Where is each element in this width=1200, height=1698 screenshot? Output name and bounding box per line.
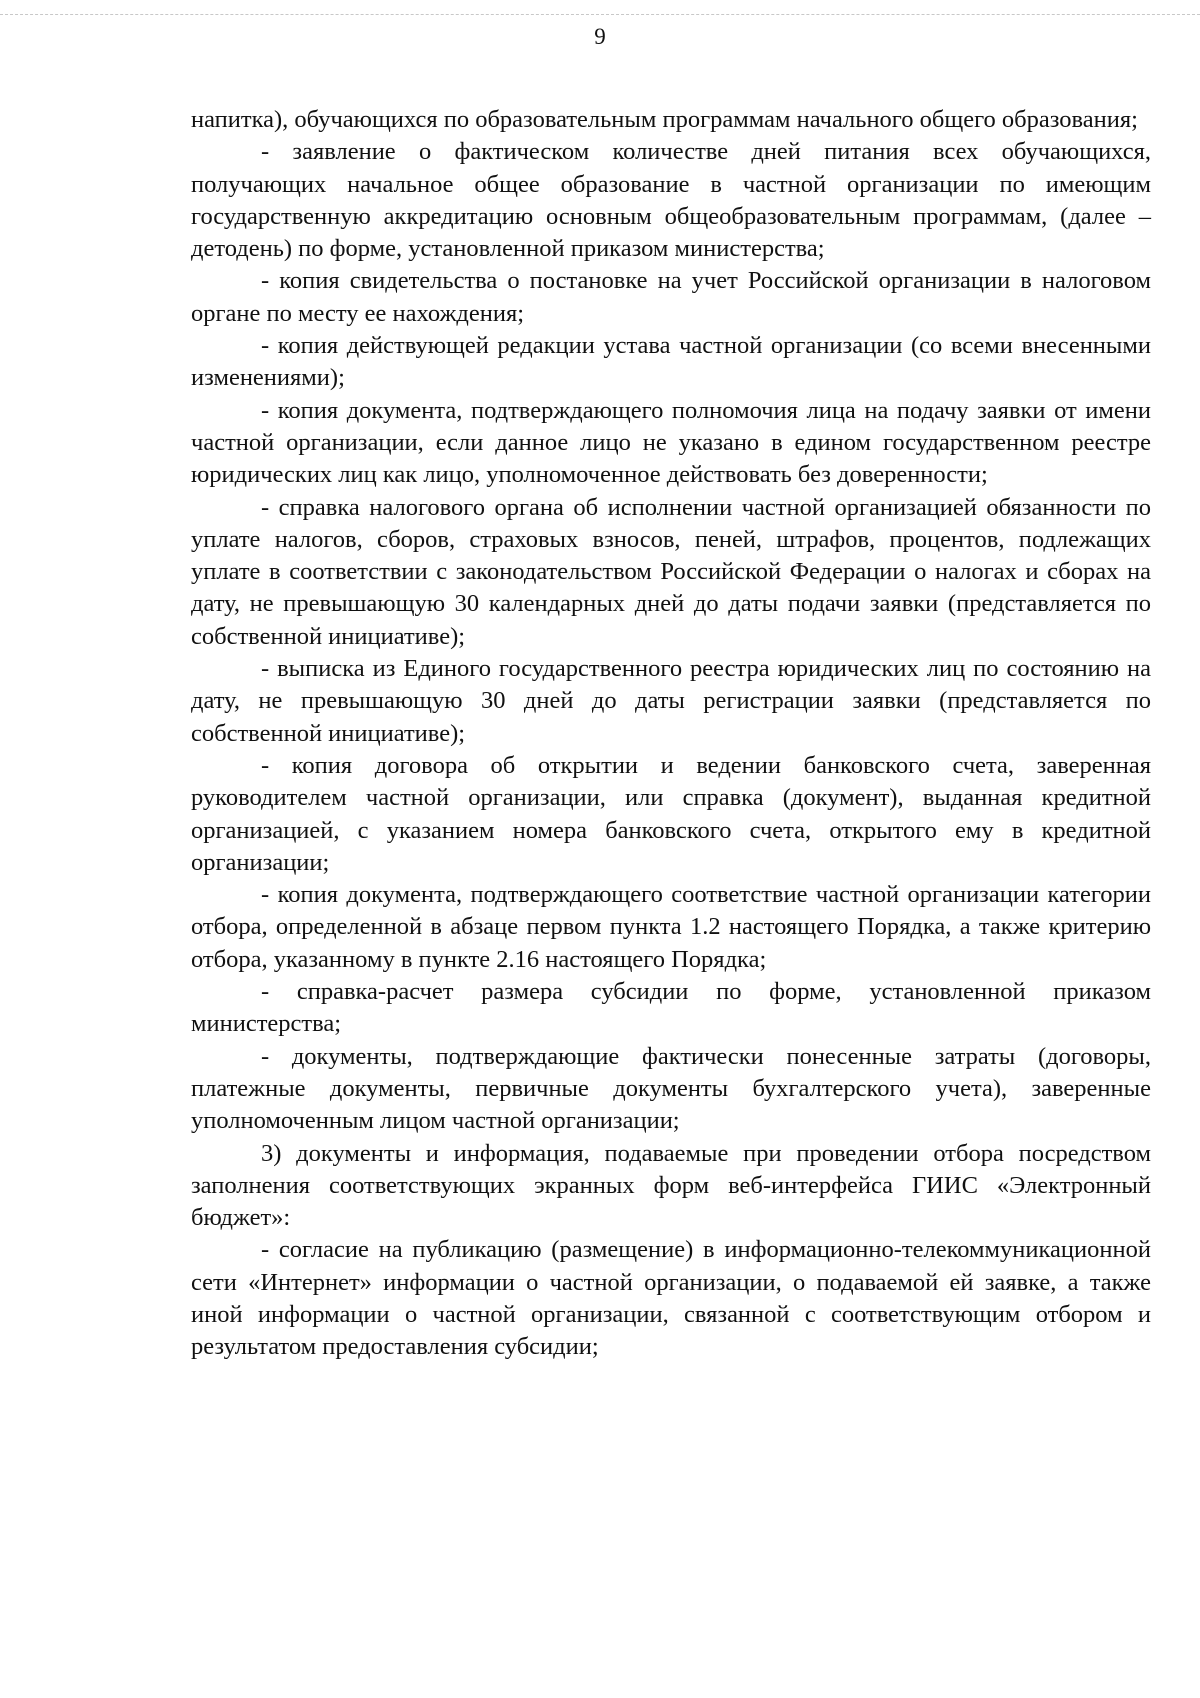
paragraph-expense-documents: - документы, подтверждающие фактически понесенные затраты (договоры, платежные документы, первичные документы бухгалтерского учета), заверенные уполномоченным лицом частной организации; <box>191 1042 1151 1135</box>
paragraph-attendance-statement: - заявление о фактическом количестве дней питания всех обучающихся, получающих начальное общее образование в частной организации по имеющим государственную аккредитацию основным общеобразовательным программам, (далее – детодень) по форме, установленной приказом министерства; <box>191 138 1151 263</box>
paragraph-authority-document: - копия документа, подтверждающего полномочия лица на подачу заявки от имени частной организации, если данное лицо не указано в едином государственном реестре юридических лиц как лицо, уполномоченное действовать без доверенности; <box>191 396 1151 489</box>
scan-edge-line <box>0 14 1200 15</box>
paragraph-tax-registration-copy: - копия свидетельства о постановке на учет Российской организации в налоговом органе по месту ее нахождения; <box>191 267 1151 327</box>
paragraph-publication-consent: - согласие на публикацию (размещение) в информационно-телекоммуникационной сети «Интернет» информации о частной организации, о подаваемой ей заявке, а также иной информации о частной организации, связанной с соответствующим отбором и результатом предоставления субсидии; <box>191 1236 1151 1361</box>
document-body <box>191 104 1151 1364</box>
page-number: 9 <box>594 24 606 49</box>
paragraph-category-compliance: - копия документа, подтверждающего соответствие частной организации категории отбора, определенной в абзаце первом пункта 1.2 настоящего Порядка, а также критерию отбора, указанному в пункте 2.16 настоящего Порядка; <box>191 881 1151 973</box>
paragraph-bank-account: - копия договора об открытии и ведении банковского счета, заверенная руководителем частной организации, или справка (документ), выданная кредитной организацией, с указанием номера банковского счета, открытого ему в кредитной организации; <box>191 751 1151 876</box>
paragraph-web-interface-documents: 3) документы и информация, подаваемые при проведении отбора посредством заполнения соответствующих экранных форм веб-интерфейса ГИИС «Электронный бюджет»: <box>191 1139 1151 1232</box>
paragraph-charter-copy: - копия действующей редакции устава частной организации (со всеми внесенными изменениями); <box>191 332 1151 392</box>
paragraph-continuation: напитка), обучающихся по образовательным программам начального общего образования; <box>191 106 1138 133</box>
paragraph-subsidy-calculation: - справка-расчет размера субсидии по форме, установленной приказом министерства; <box>191 978 1151 1038</box>
paragraph-egrul-extract: - выписка из Единого государственного реестра юридических лиц по состоянию на дату, не превышающую 30 дней до даты регистрации заявки (представляется по собственной инициативе); <box>191 655 1151 747</box>
paragraph-tax-certificate: - справка налогового органа об исполнении частной организацией обязанности по уплате налогов, сборов, страховых взносов, пеней, штрафов, процентов, подлежащих уплате в соответствии с законодательством Российской Федерации о налогах и сборах на дату, не превышающую 30 календарных дней до даты подачи заявки (представляется по собственной инициативе); <box>191 493 1151 650</box>
